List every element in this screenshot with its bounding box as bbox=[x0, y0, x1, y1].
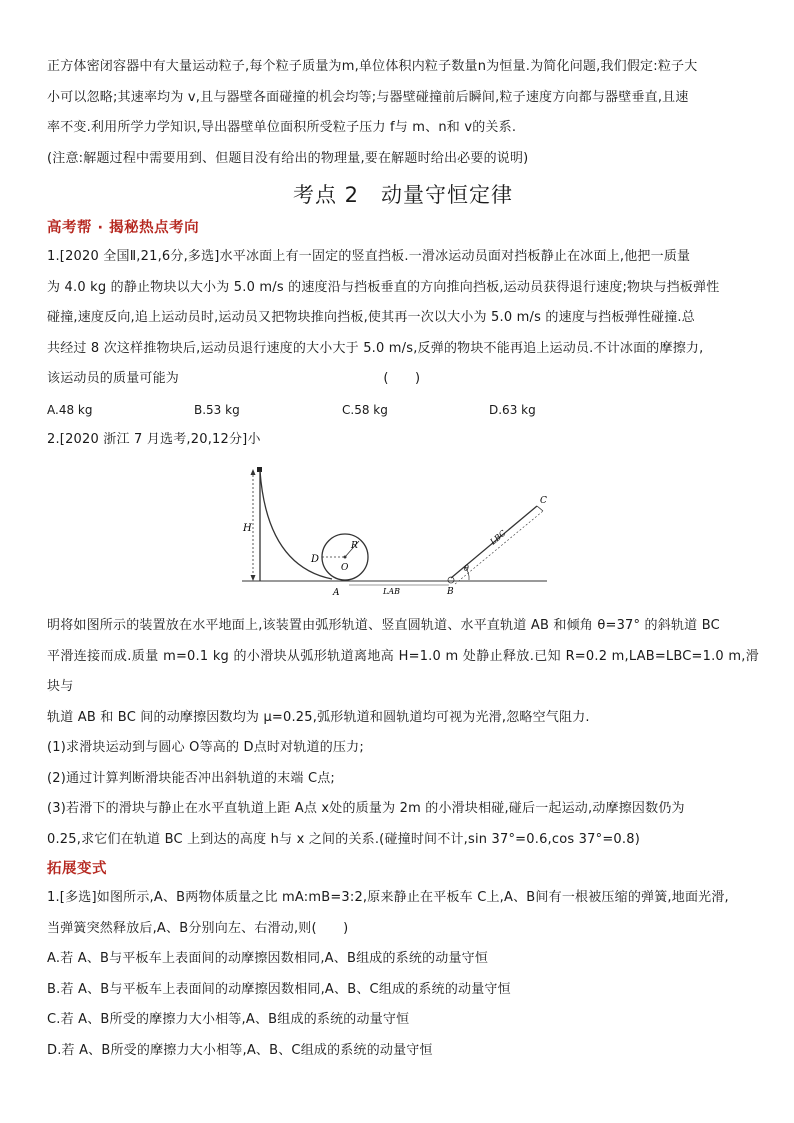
q2-sub-1: (1)求滑块运动到与圆心 O等高的 D点时对轨道的压力; bbox=[47, 740, 364, 755]
q2-head: 2.[2020 浙江 7 月选考,20,12分]小 bbox=[47, 431, 261, 447]
label-a: A bbox=[333, 588, 340, 596]
label-theta: θ bbox=[464, 564, 469, 573]
choice-a: A.48 kg bbox=[47, 402, 93, 417]
choice-d: D.63 kg bbox=[489, 402, 536, 417]
q3-option-d: D.若 A、B所受的摩擦力大小相等,A、B、C组成的系统的动量守恒 bbox=[47, 1042, 433, 1058]
choice-b: B.53 kg bbox=[194, 402, 240, 417]
q2-sub-3b: 0.25,求它们在轨道 BC 上到达的高度 h与 x 之间的关系.(碰撞时间不计,sin 37°=0.6,cos 37°=0.8) bbox=[47, 831, 640, 847]
q1-line-4: 共经过 8 次这样推物块后,运动员退行速度的大小大于 5.0 m/s,反弹的物块不能再追上运动员.不计冰面的摩擦力, bbox=[47, 340, 704, 356]
q1-stem-end: 该运动员的质量可能为 bbox=[47, 371, 180, 386]
q1-choices bbox=[47, 395, 759, 425]
intro-note: (注意:解题过程中需要用到、但题目没有给出的物理量,要在解题时给出必要的说明) bbox=[47, 150, 529, 166]
q2-line-3: 轨道 AB 和 BC 间的动摩擦因数均为 μ=0.25,弧形轨道和圆轨道均可视为光滑,忽略空气阻力. bbox=[47, 709, 590, 725]
q2-line-2: 平滑连接而成.质量 m=0.1 kg 的小滑块从弧形轨道离地高 H=1.0 m 处静止释放.已知 R=0.2 m,LAB=LBC=1.0 m,滑块与 bbox=[47, 648, 759, 694]
q2-line-1: 明将如图所示的装置放在水平地面上,该装置由弧形轨道、竖直圆轨道、水平直轨道 AB 和倾角 θ=37° 的斜轨道 BC bbox=[47, 618, 720, 633]
q2-sub-2: (2)通过计算判断滑块能否冲出斜轨道的末端 C点; bbox=[47, 770, 336, 786]
q3-line-2: 当弹簧突然释放后,A、B分别向左、右滑动,则( ) bbox=[47, 920, 349, 936]
choice-c: C.58 kg bbox=[342, 402, 388, 417]
label-o: O bbox=[341, 563, 349, 573]
label-lbc: LBC bbox=[488, 528, 508, 547]
q3-option-b: B.若 A、B与平板车上表面间的动摩擦因数相同,A、B、C组成的系统的动量守恒 bbox=[47, 981, 511, 997]
hot-topics-tag: 高考帮 · 揭秘热点考向 bbox=[47, 220, 200, 236]
q1-line-2: 为 4.0 kg 的静止物块以大小为 5.0 m/s 的速度沿与挡板垂直的方向推向挡板,运动员获得退行速度;物块与挡板弹性 bbox=[47, 279, 720, 295]
label-h: H bbox=[243, 523, 252, 534]
q1-line-1: 1.[2020 全国Ⅱ,21,6分,多选]水平冰面上有一固定的竖直挡板.一滑冰运动员面对挡板静止在冰面上,他把一质量 bbox=[47, 249, 691, 264]
q1-line-5 bbox=[47, 364, 759, 395]
label-r: R bbox=[351, 541, 358, 551]
q2-sub-3a: (3)若滑下的滑块与静止在水平直轨道上距 A点 x处的质量为 2m 的小滑块相碰,碰后一起运动,动摩擦因数仍为 bbox=[47, 801, 685, 816]
label-c: C bbox=[540, 496, 547, 506]
label-b: B bbox=[447, 587, 454, 596]
intro-line-2: 小可以忽略;其速率均为 v,且与器壁各面碰撞的机会均等;与器壁碰撞前后瞬间,粒子速度方向都与器壁垂直,且速 bbox=[47, 89, 689, 105]
intro-line-1: 正方体密闭容器中有大量运动粒子,每个粒子质量为m,单位体积内粒子数量n为恒量.为简化问题,我们假定:粒子大 bbox=[47, 59, 698, 74]
answer-bracket: ( ) bbox=[383, 371, 421, 386]
curved-track bbox=[260, 471, 332, 579]
q3-option-c: C.若 A、B所受的摩擦力大小相等,A、B组成的系统的动量守恒 bbox=[47, 1012, 410, 1027]
q3-option-a: A.若 A、B与平板车上表面间的动摩擦因数相同,A、B组成的系统的动量守恒 bbox=[47, 951, 489, 966]
track-diagram bbox=[237, 461, 567, 596]
label-d: D bbox=[311, 554, 320, 565]
section-title: 考点 2 动量守恒定律 bbox=[292, 183, 514, 207]
extension-tag: 拓展变式 bbox=[47, 861, 107, 877]
document-page bbox=[47, 52, 759, 1066]
track-figure bbox=[47, 461, 759, 611]
label-lab: LAB bbox=[383, 587, 400, 596]
q3-line-1: 1.[多选]如图所示,A、B两物体质量之比 mA:mB=3:2,原来静止在平板车 C上,A、B间有一根被压缩的弹簧,地面光滑, bbox=[47, 890, 729, 905]
intro-line-3: 率不变.利用所学力学知识,导出器壁单位面积所受粒子压力 f与 m、n和 v的关系. bbox=[47, 120, 517, 135]
q1-line-3: 碰撞,速度反向,追上运动员时,运动员又把物块推向挡板,使其再一次以大小为 5.0 m/s 的速度与挡板弹性碰撞.总 bbox=[47, 310, 695, 325]
